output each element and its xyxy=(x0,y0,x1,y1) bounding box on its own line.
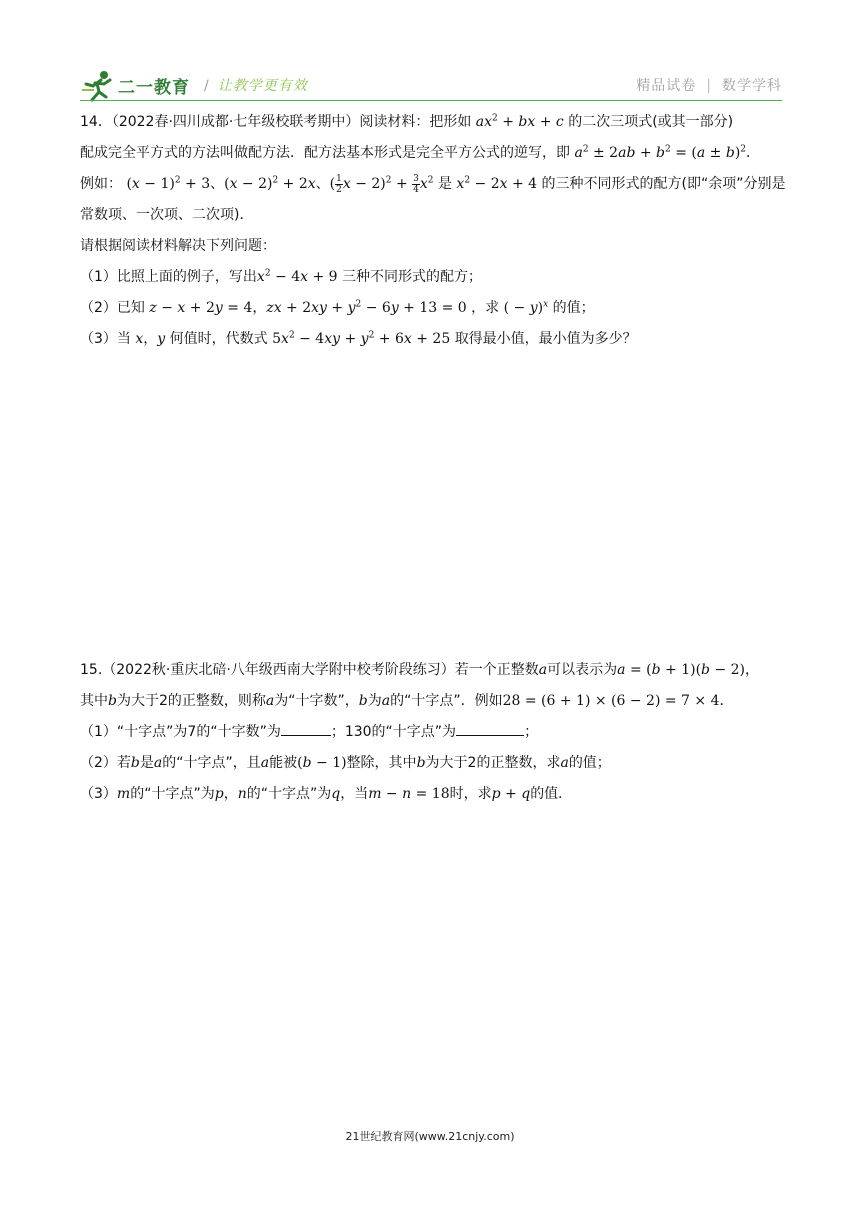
question-15 xyxy=(80,658,792,813)
header-tags: 精品试卷 | 数学学科 xyxy=(636,78,782,94)
q15-part-2: （2）若b是a的“十字点”，且a能被(b − 1)整除，其中b为大于2的正整数，求a的值； xyxy=(80,755,611,771)
q15-part-3: （3）m的“十字点”为p，n的“十字点”为q，当m − n = 18时，求p + q的值． xyxy=(80,786,573,802)
q14-part-1: （1）比照上面的例子，写出$x^2 - 4x + 9$ 三种不同形式的配方； xyxy=(80,268,483,285)
q14-line-4: 常数项、一次项、二次项)． xyxy=(80,207,254,223)
question-14 xyxy=(80,110,790,358)
answer-blank-2[interactable] xyxy=(456,721,524,736)
header-divider xyxy=(80,100,782,101)
runner-logo-icon xyxy=(80,70,116,102)
q14-line-2: 配成完全平方式的方法叫做配方法．配方法基本形式是完全平方公式的逆写，即 $a^2 \pm 2ab + b^2 = (a \pm b)^2$． xyxy=(80,144,761,161)
q15-line-2: 其中b为大于2的正整数，则称a为“十字数”，b为a的“十字点”．例如28 = (6 + 1) × (6 − 2) = 7 × 4． xyxy=(80,693,734,709)
tag-paper: 精品试卷 xyxy=(636,78,697,94)
slogan-text: 让教学更有效 xyxy=(217,78,308,94)
q14-line-3: 例如： $(x - 1)^2 + 3$、$(x - 2)^2 + 2x$、( $\frac{1}{2}$ x − 2)$^2$ + $\frac{3}{4}$ $x^2$ 是 $x^2 - 2x + 4$ 的三种不同形式的配方(即“余项”分别是 xyxy=(80,173,786,195)
q15-part-1: （1）“十字点”为7的“十字数”为 ；130的“十字点”为 ； xyxy=(80,720,792,751)
q14-instruction: 请根据阅读材料解决下列问题： xyxy=(80,238,276,254)
tag-subject: 数学学科 xyxy=(722,78,782,94)
q14-part-3: （3）当 x，y 何值时，代数式 $5x^2 - 4xy + y^2 + 6x + 25$ 取得最小值，最小值为多少？ xyxy=(80,330,637,347)
answer-blank-1[interactable] xyxy=(281,721,331,736)
slogan: / 让教学更有效 xyxy=(204,78,308,94)
page-header xyxy=(80,64,782,108)
q15-line-1: 15.（2022秋·重庆北碚·八年级西南大学附中校考阶段练习）若一个正整数a可以表示为a = (b + 1)(b − 2)， xyxy=(80,662,760,678)
brand-name: 二一教育 xyxy=(118,78,190,98)
page-footer: 21世纪教育网(www.21cnjy.com) xyxy=(345,1130,515,1143)
q14-line-1: 14．（2022春·四川成都·七年级校联考期中）阅读材料：把形如 $ax^2$ + bx + c 的二次三项式(或其一部分) xyxy=(80,113,734,130)
q14-part-2: （2）已知 z − x + 2y = 4，zx + $2xy + y^2 - 6y + 13 = 0$ ，求 ( − y)$^x$ 的值； xyxy=(80,299,595,316)
